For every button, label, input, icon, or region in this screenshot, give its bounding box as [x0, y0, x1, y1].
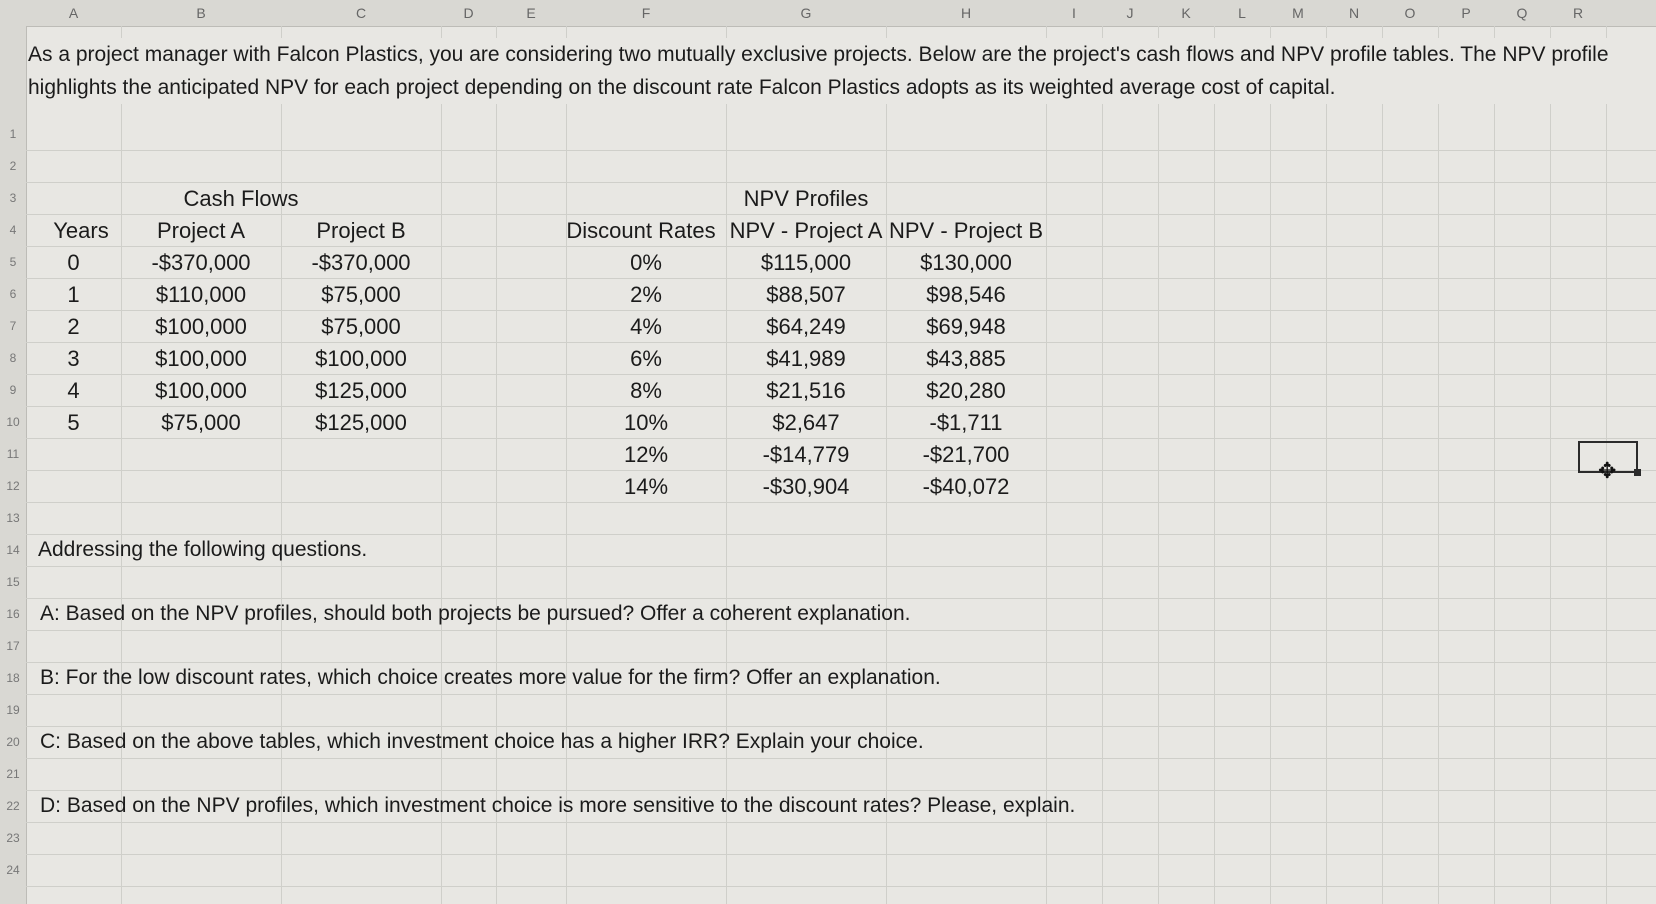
gridline [26, 150, 1656, 151]
gridline [496, 26, 497, 904]
gridline [26, 438, 1656, 439]
gridline [26, 598, 1656, 599]
column-header-b[interactable]: B [196, 5, 206, 21]
cash-flow-project-a[interactable]: -$370,000 [151, 250, 251, 275]
cash-flow-project-b[interactable]: $125,000 [315, 410, 407, 435]
gridline [1382, 26, 1383, 904]
column-header-o[interactable]: O [1404, 5, 1416, 21]
npv-project-a[interactable]: -$14,779 [762, 442, 850, 467]
row-header-7[interactable]: 7 [9, 319, 17, 333]
gridline [26, 758, 1656, 759]
row-header-24[interactable]: 24 [6, 863, 20, 877]
cash-flow-project-b[interactable]: -$370,000 [311, 250, 411, 275]
row-header-2[interactable]: 2 [9, 159, 17, 173]
npv-header-project-b[interactable]: NPV - Project B [888, 218, 1044, 243]
column-header-k[interactable]: K [1181, 5, 1191, 21]
cash-flow-project-b[interactable]: $125,000 [315, 378, 407, 403]
cash-flow-project-b[interactable]: $75,000 [321, 282, 401, 307]
cash-flow-year[interactable]: 4 [67, 378, 80, 403]
gridline [26, 406, 1656, 407]
cash-flow-project-a[interactable]: $100,000 [155, 378, 247, 403]
cash-flow-year[interactable]: 0 [67, 250, 80, 275]
npv-discount-rate[interactable]: 12% [623, 442, 669, 467]
npv-project-a[interactable]: $64,249 [766, 314, 846, 339]
gridline [26, 726, 1656, 727]
row-header-3[interactable]: 3 [9, 191, 17, 205]
npv-profiles-title[interactable]: NPV Profiles [743, 186, 869, 211]
cash-flow-project-b[interactable]: $75,000 [321, 314, 401, 339]
gridline [1158, 26, 1159, 904]
npv-project-a[interactable]: $2,647 [772, 410, 840, 435]
npv-project-b[interactable]: $98,546 [926, 282, 1006, 307]
row-header-20[interactable]: 20 [6, 735, 20, 749]
column-header-q[interactable]: Q [1516, 5, 1528, 21]
cash-flows-header-project-b[interactable]: Project B [316, 218, 406, 243]
row-header-6[interactable]: 6 [9, 287, 17, 301]
npv-project-b[interactable]: $69,948 [926, 314, 1006, 339]
npv-discount-rate[interactable]: 4% [630, 314, 662, 339]
column-header-e[interactable]: E [526, 5, 536, 21]
gridline [1046, 26, 1047, 904]
npv-discount-rate[interactable]: 0% [630, 250, 662, 275]
fill-handle[interactable] [1634, 469, 1641, 476]
gridline [26, 182, 1656, 183]
row-header-8[interactable]: 8 [9, 351, 17, 365]
gridline [26, 694, 1656, 695]
question-d[interactable]: D: Based on the NPV profiles, which investment choice is more sensitive to the discount rates? Please, explain. [40, 794, 1076, 817]
npv-project-b[interactable]: $130,000 [920, 250, 1012, 275]
gridline [281, 26, 282, 904]
gridline [121, 26, 122, 904]
cash-flow-year[interactable]: 3 [67, 346, 80, 371]
question-b[interactable]: B: For the low discount rates, which choice creates more value for the firm? Offer an explanation. [40, 666, 941, 689]
npv-project-a[interactable]: $88,507 [766, 282, 846, 307]
gridline [1102, 26, 1103, 904]
gridline [26, 502, 1656, 503]
gridline [1550, 26, 1551, 904]
npv-project-a[interactable]: -$30,904 [762, 474, 850, 499]
row-header-14[interactable]: 14 [6, 543, 20, 557]
gridline [26, 566, 1656, 567]
npv-discount-rate[interactable]: 8% [630, 378, 662, 403]
row-header-10[interactable]: 10 [6, 415, 20, 429]
questions-heading[interactable]: Addressing the following questions. [38, 538, 368, 561]
cash-flow-year[interactable]: 5 [67, 410, 80, 435]
cash-flows-header-years[interactable]: Years [53, 218, 109, 243]
column-header-r[interactable]: R [1572, 5, 1584, 21]
row-header-13[interactable]: 13 [6, 511, 20, 525]
npv-discount-rate[interactable]: 14% [623, 474, 669, 499]
cash-flow-project-a[interactable]: $100,000 [155, 346, 247, 371]
gridline [26, 278, 1656, 279]
row-header-17[interactable]: 17 [6, 639, 20, 653]
cash-flow-project-a[interactable]: $110,000 [155, 282, 247, 307]
row-header-1[interactable]: 1 [9, 127, 17, 141]
npv-project-b[interactable]: -$21,700 [922, 442, 1010, 467]
gridline [26, 214, 1656, 215]
row-header-21[interactable]: 21 [6, 767, 20, 781]
gridline [26, 342, 1656, 343]
npv-discount-rate[interactable]: 2% [630, 282, 662, 307]
row-header-23[interactable]: 23 [6, 831, 20, 845]
npv-project-b[interactable]: -$1,711 [929, 410, 1003, 435]
column-header-g[interactable]: G [800, 5, 812, 21]
column-header-p[interactable]: P [1461, 5, 1471, 21]
gridline [1494, 26, 1495, 904]
row-header-18[interactable]: 18 [6, 671, 20, 685]
cash-flow-year[interactable]: 2 [67, 314, 80, 339]
row-header-15[interactable]: 15 [6, 575, 20, 589]
cash-flow-project-a[interactable]: $100,000 [155, 314, 247, 339]
npv-project-b[interactable]: $43,885 [926, 346, 1006, 371]
npv-project-b[interactable]: $20,280 [926, 378, 1006, 403]
gridline [26, 662, 1656, 663]
column-header-l[interactable]: L [1238, 5, 1246, 21]
gridline [26, 374, 1656, 375]
row-header-22[interactable]: 22 [6, 799, 20, 813]
gridline [26, 470, 1656, 471]
row-header-9[interactable]: 9 [9, 383, 17, 397]
npv-discount-rate[interactable]: 10% [623, 410, 669, 435]
cash-flow-year[interactable]: 1 [67, 282, 80, 307]
column-header-c[interactable]: C [355, 5, 367, 21]
question-a[interactable]: A: Based on the NPV profiles, should both projects be pursued? Offer a coherent explanation. [40, 602, 911, 625]
gridline [26, 854, 1656, 855]
gridline [441, 26, 442, 904]
row-header-5[interactable]: 5 [9, 255, 17, 269]
row-header-11[interactable]: 11 [6, 447, 20, 461]
gridline [26, 790, 1656, 791]
column-header-h[interactable]: H [960, 5, 972, 21]
gridline [26, 246, 1656, 247]
cash-flows-header-project-a[interactable]: Project A [156, 218, 246, 243]
gridline [26, 630, 1656, 631]
row-header-16[interactable]: 16 [6, 607, 20, 621]
column-header-n[interactable]: N [1348, 5, 1360, 21]
npv-project-a[interactable]: $41,989 [766, 346, 846, 371]
gridline [1270, 26, 1271, 904]
gridline [1214, 26, 1215, 904]
npv-header-project-a[interactable]: NPV - Project A [729, 218, 883, 243]
npv-header-discount-rates[interactable]: Discount Rates [566, 218, 716, 243]
gridline [1438, 26, 1439, 904]
row-header-19[interactable]: 19 [6, 703, 20, 717]
cash-flows-title[interactable]: Cash Flows [183, 186, 299, 211]
column-header-i[interactable]: I [1072, 5, 1076, 21]
npv-project-b[interactable]: -$40,072 [922, 474, 1010, 499]
column-header-m[interactable]: M [1292, 5, 1304, 21]
gridline [26, 822, 1656, 823]
cash-flow-project-b[interactable]: $100,000 [315, 346, 407, 371]
column-header-d[interactable]: D [463, 5, 474, 21]
question-c[interactable]: C: Based on the above tables, which investment choice has a higher IRR? Explain your choice. [40, 730, 924, 753]
cash-flow-project-a[interactable]: $75,000 [161, 410, 241, 435]
npv-discount-rate[interactable]: 6% [630, 346, 662, 371]
move-cursor-icon: ✥ [1598, 458, 1617, 483]
npv-project-a[interactable]: $115,000 [760, 250, 852, 275]
gridline [1326, 26, 1327, 904]
column-header-j[interactable]: J [1126, 5, 1134, 21]
gridline [26, 310, 1656, 311]
intro-text-cell[interactable]: As a project manager with Falcon Plastics, you are considering two mutually exclusive projects. Below are the project's cash flows and NPV profile tables. The NPV profile highlights the anticipated NPV for each project depending on the discount rate Falcon Plastics adopts as its weighted average cost of capital. [28, 38, 1628, 104]
gridline [26, 534, 1656, 535]
row-header-4[interactable]: 4 [9, 223, 17, 237]
column-header-f[interactable]: F [641, 5, 651, 21]
column-header-a[interactable]: A [68, 5, 79, 21]
npv-project-a[interactable]: $21,516 [766, 378, 846, 403]
row-header-12[interactable]: 12 [6, 479, 20, 493]
gridline [26, 886, 1656, 887]
